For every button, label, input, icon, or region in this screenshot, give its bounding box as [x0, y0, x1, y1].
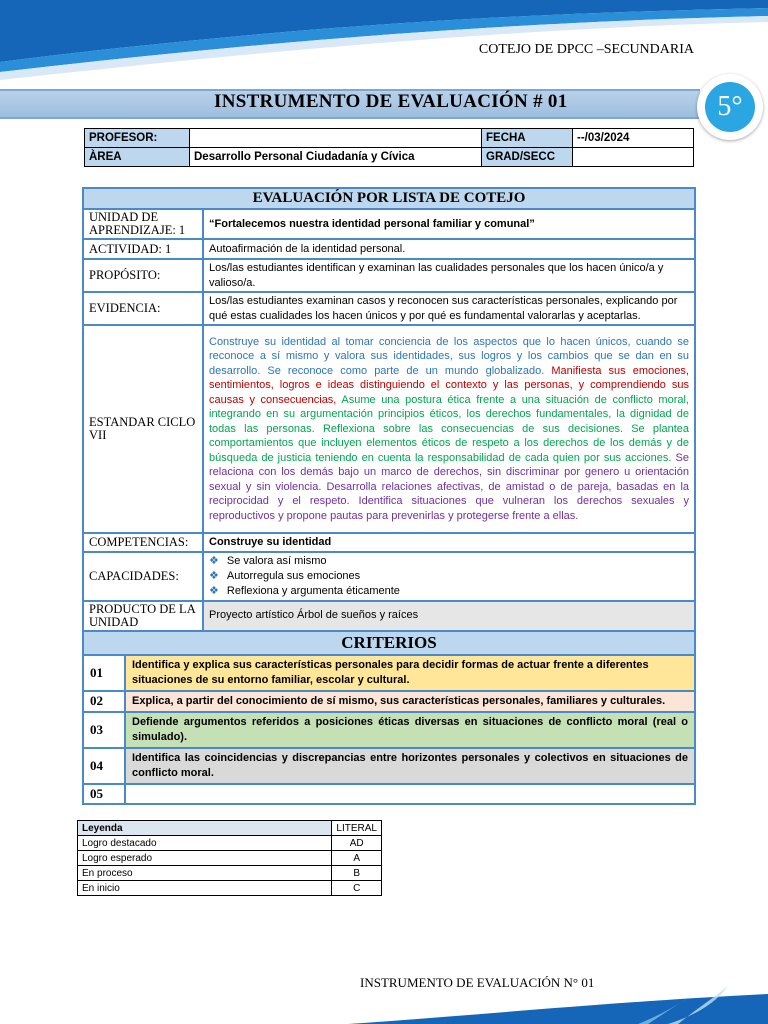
criterios-heading: CRITERIOS — [83, 631, 695, 655]
table-row — [78, 881, 382, 896]
evidencia-label: EVIDENCIA: — [83, 292, 203, 325]
capacidades-list — [209, 554, 689, 599]
capacidad-text: Autorregula sus emociones — [226, 569, 361, 582]
footer-text: INSTRUMENTO DE EVALUACIÓN N° 01 — [360, 975, 595, 990]
page-title: INSTRUMENTO DE EVALUACIÓN # 01 — [214, 91, 568, 112]
criterio-text: Defiende argumentos referidos a posiciones éticas diversas en situaciones de conflicto moral (real o simulado). — [125, 713, 694, 747]
legend-label: En inicio — [78, 881, 332, 896]
table-row — [83, 784, 695, 804]
estandar-text-blue: Construye su identidad al tomar conciencia de los aspectos que lo hacen únicos, cuando se reconoce a sí mismo y valora sus identidades, sus logros y los cambios que se dan en su desarrollo. Se reconoce como parte de un mundo globalizado. — [209, 335, 689, 377]
table-row — [83, 712, 695, 748]
teacher-info-table — [84, 128, 694, 167]
list-item — [209, 584, 689, 599]
table-row — [83, 691, 695, 712]
list-item — [209, 554, 689, 569]
competencias-value: Construye su identidad — [203, 533, 695, 552]
table-row — [83, 655, 695, 691]
fecha-value[interactable]: --/03/2024 — [573, 129, 694, 148]
capacidad-text: Se valora así mismo — [226, 554, 327, 567]
document-type-header: COTEJO DE DPCC –SECUNDARIA — [478, 42, 694, 57]
legend-code: B — [332, 866, 382, 881]
diamond-bullet-icon: ❖ — [209, 584, 219, 597]
criterio-text: Identifica las coincidencias y discrepancias entre horizontes personales y colectivos en situaciones de conflicto moral. — [125, 749, 694, 783]
evidencia-value: Los/las estudiantes examinan casos y reconocen sus características personales, explicando por qué estas cualidades los hacen únicos y por qué es fundamental valorarlas y aceptarlas. — [203, 292, 695, 325]
diamond-bullet-icon: ❖ — [209, 554, 219, 567]
diamond-bullet-icon: ❖ — [209, 569, 219, 582]
estandar-text-green: Asume una postura ética frente a una situación de conflicto moral, integrando en su argumentación principios éticos, los derechos fundamentales, la dignidad de todas las personas. Reflexiona sobre las consecuencias de sus decisiones. Se plantea comportamientos que incluyen elementos éticos de respeto a los derechos de los demás y de búsqueda de justicia teniendo en cuenta la responsabilidad de cada quien por sus acciones. — [209, 393, 689, 464]
evaluation-table — [82, 187, 696, 805]
evaluation-heading: EVALUACIÓN POR LISTA DE COTEJO — [83, 188, 695, 209]
list-item — [209, 569, 689, 584]
criterio-number: 04 — [84, 749, 125, 783]
criterio-text[interactable] — [125, 785, 694, 803]
legend-code: A — [332, 851, 382, 866]
unidad-label: UNIDAD DE APRENDIZAJE: 1 — [83, 209, 203, 239]
table-row — [78, 836, 382, 851]
actividad-value: Autoafirmación de la identidad personal. — [203, 239, 695, 259]
capacidad-text: Reflexiona y argumenta éticamente — [226, 584, 400, 597]
profesor-label: PROFESOR: — [85, 129, 190, 148]
footer-wave-decoration — [348, 974, 768, 1024]
grade-badge — [697, 74, 763, 140]
legend-code: C — [332, 881, 382, 896]
legend-code: AD — [332, 836, 382, 851]
legend-title: Leyenda — [78, 821, 332, 836]
legend-literal-header: LITERAL — [332, 821, 382, 836]
table-row — [78, 866, 382, 881]
estandar-value — [203, 325, 695, 533]
estandar-text-purple: Se relaciona con los demás bajo un marco de derechos, sin discriminar por genero u orientación sexual y sin violencia. Desarrolla relaciones afectivas, de amistad o de pareja, basadas en la reciprocidad y el respeto. Identifica situaciones que vulneran los derechos sexuales y reproductivos y propone pautas para prevenirlas y protegerse frente a ellas. — [209, 451, 689, 522]
table-row — [78, 851, 382, 866]
legend-label: Logro destacado — [78, 836, 332, 851]
area-value[interactable]: Desarrollo Personal Ciudadanía y Cívica — [190, 148, 482, 167]
capacidades-label: CAPACIDADES: — [83, 552, 203, 601]
estandar-label: ESTANDAR CICLO VII — [83, 325, 203, 533]
proposito-value: Los/las estudiantes identifican y examinan las cualidades personales que los hacen único/a y valioso/a. — [203, 259, 695, 292]
grad-secc-label: GRAD/SECC — [482, 148, 573, 167]
unidad-value: “Fortalecemos nuestra identidad personal familiar y comunal” — [203, 209, 695, 239]
criterio-text: Identifica y explica sus características personales para decidir formas de actuar frente a diferentes situaciones de su entorno familiar, escolar y cultural. — [125, 656, 694, 690]
criterio-number: 02 — [84, 692, 125, 711]
capacidades-value — [203, 552, 695, 601]
producto-value: Proyecto artístico Árbol de sueños y raíces — [203, 601, 695, 631]
fecha-label: FECHA — [482, 129, 573, 148]
grad-secc-value[interactable] — [573, 148, 694, 167]
criterio-number: 05 — [84, 785, 125, 803]
criterio-text: Explica, a partir del conocimiento de sí mismo, sus características personales, familiares y culturales. — [125, 692, 694, 711]
competencias-label: COMPETENCIAS: — [83, 533, 203, 552]
estandar-text-red: Manifiesta sus emociones, sentimientos, logros e ideas distinguiendo el contexto y las personas, y comprendiendo sus causas y consecuencias, — [209, 364, 689, 406]
actividad-label: ACTIVIDAD: 1 — [83, 239, 203, 259]
criterio-number: 03 — [84, 713, 125, 747]
legend-label: En proceso — [78, 866, 332, 881]
table-row — [83, 748, 695, 784]
grade-label: 5° — [705, 82, 755, 132]
profesor-value[interactable] — [190, 129, 482, 148]
producto-label: PRODUCTO DE LA UNIDAD — [83, 601, 203, 631]
area-label: ÀREA — [85, 148, 190, 167]
legend-label: Logro esperado — [78, 851, 332, 866]
proposito-label: PROPÓSITO: — [83, 259, 203, 292]
legend-table — [77, 820, 382, 896]
criterio-number: 01 — [84, 656, 125, 690]
